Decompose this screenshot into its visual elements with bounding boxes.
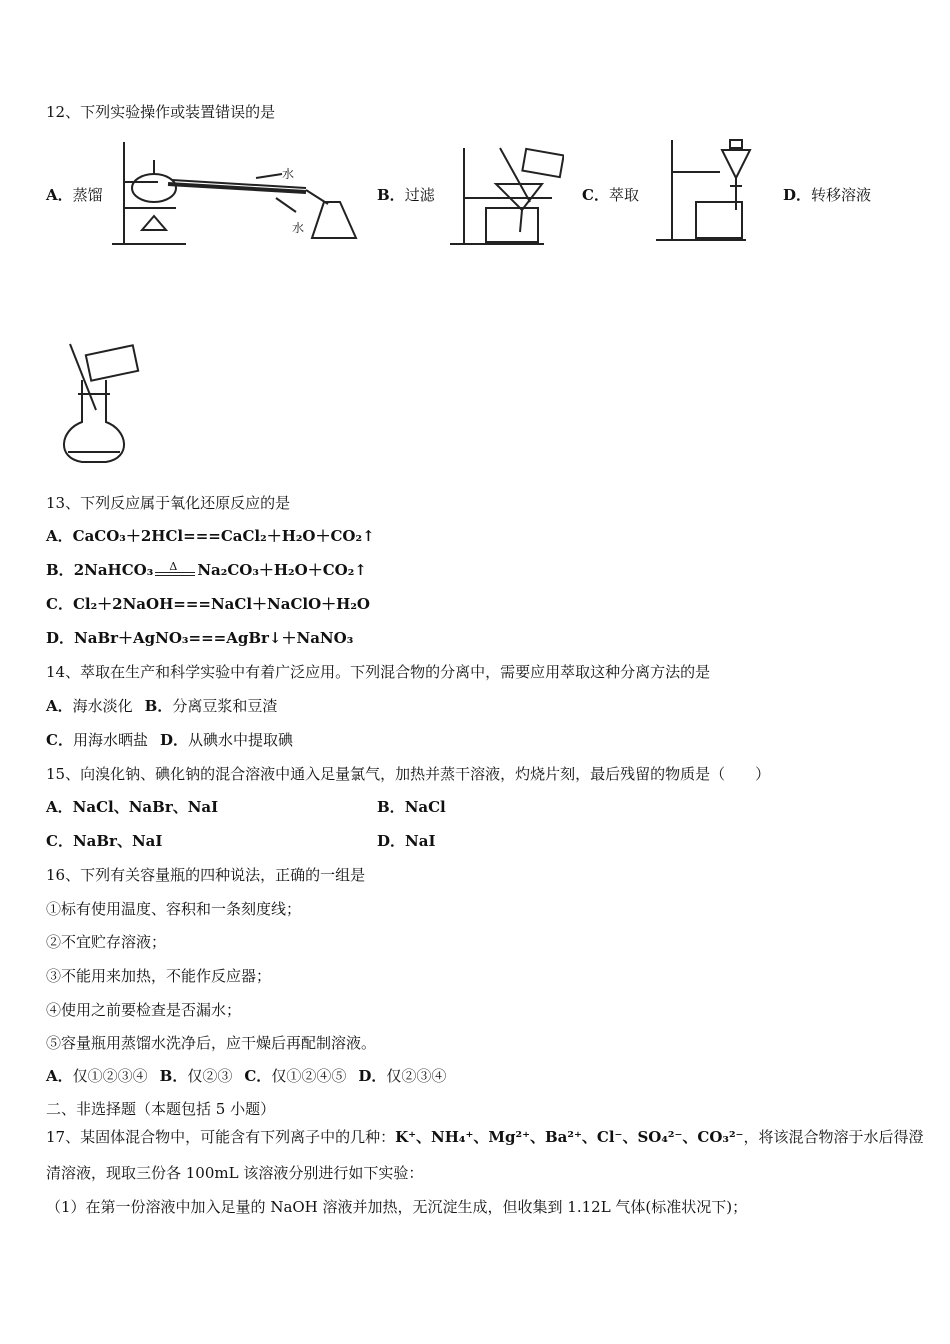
option-label: C． xyxy=(46,595,73,613)
option-text: 蒸馏 xyxy=(72,186,103,204)
q13-stem: 13、下列反应属于氧化还原反应的是 xyxy=(46,494,291,512)
q15-option-a[interactable]: A．NaCl、NaBr、NaI xyxy=(46,798,219,816)
q16-option-a[interactable]: A．仅①②③④ xyxy=(46,1067,148,1085)
q13-option-c[interactable] xyxy=(46,594,370,614)
q17-part-1: （1）在第一份溶液中加入足量的 NaOH 溶液并加热，无沉淀生成，但收集到 1.12L 气体(标准状况下)； xyxy=(46,1198,748,1216)
q16-options-row xyxy=(46,1066,446,1086)
q17-ion-list: K⁺、NH₄⁺、Mg²⁺、Ba²⁺、Cl⁻、SO₄²⁻、CO₃²⁻ xyxy=(395,1128,744,1146)
q12-stem: 12、下列实验操作或装置错误的是 xyxy=(46,103,276,121)
option-label: D． xyxy=(46,629,75,647)
option-label: B． xyxy=(46,561,74,579)
q14-options-row-2 xyxy=(46,730,293,750)
q14-option-c[interactable]: C．用海水晒盐 xyxy=(46,731,148,749)
q12-option-c[interactable] xyxy=(582,185,639,205)
q15-option-b[interactable]: B．NaCl xyxy=(377,798,446,816)
option-text-right: Na₂CO₃＋H₂O＋CO₂↑ xyxy=(197,561,367,579)
option-text: 萃取 xyxy=(608,186,639,204)
q16-statement: ④使用之前要检查是否漏水； xyxy=(46,1001,242,1019)
q16-statement: ⑤容量瓶用蒸馏水洗净后，应干燥后再配制溶液。 xyxy=(46,1034,377,1052)
q17-stem-line-2: 清溶液，现取三份各 100mL 该溶液分别进行如下实验： xyxy=(46,1164,424,1182)
q14-option-d[interactable]: D．从碘水中提取碘 xyxy=(159,731,293,749)
q15-stem: 15、向溴化钠、碘化钠的混合溶液中通入足量氯气，加热并蒸干溶液，灼烧片刻，最后残留的物质是（ ） xyxy=(46,765,771,783)
q12-option-b[interactable] xyxy=(377,185,435,205)
q16-statement: ③不能用来加热，不能作反应器； xyxy=(46,967,272,985)
q13-option-b[interactable] xyxy=(46,560,367,581)
option-label: B． xyxy=(377,186,405,204)
q16-statement: ①标有使用温度、容积和一条刻度线； xyxy=(46,900,302,918)
water-out-label: 水 xyxy=(282,167,295,181)
q16-stem: 16、下列有关容量瓶的四种说法，正确的一组是 xyxy=(46,866,366,884)
distillation-apparatus-figure xyxy=(106,140,358,250)
q14-option-b[interactable]: B．分离豆浆和豆渣 xyxy=(144,697,278,715)
option-text: 过滤 xyxy=(404,186,435,204)
heating-condition-sign xyxy=(153,561,197,581)
option-label: D． xyxy=(783,186,812,204)
section-heading: 二、非选择题（本题包括 5 小题） xyxy=(46,1100,276,1118)
delta-icon: Δ xyxy=(169,560,178,573)
option-label: A． xyxy=(46,186,73,204)
option-text: Cl₂＋2NaOH===NaCl＋NaClO＋H₂O xyxy=(72,595,370,613)
option-label: C． xyxy=(582,186,609,204)
separatory-funnel-figure xyxy=(650,136,760,244)
q16-option-d[interactable]: D．仅②③④ xyxy=(358,1067,447,1085)
filtration-apparatus-figure xyxy=(444,144,564,248)
q14-options-row-1 xyxy=(46,696,277,716)
q17-stem-line-1: 17、某固体混合物中，可能含有下列离子中的几种：K⁺、NH₄⁺、Mg²⁺、Ba²⁺、Cl⁻、SO₄²⁻、CO₃²⁻，将该混合物溶于水后得澄 xyxy=(46,1128,924,1146)
q13-option-a[interactable] xyxy=(46,526,375,546)
option-text: NaBr＋AgNO₃===AgBr↓＋NaNO₃ xyxy=(74,629,354,647)
q13-option-d[interactable] xyxy=(46,628,353,648)
q16-option-c[interactable]: C．仅①②④⑤ xyxy=(244,1067,347,1085)
q16-statement: ②不宜贮存溶液； xyxy=(46,933,167,951)
q15-option-d[interactable]: D．NaI xyxy=(377,832,436,850)
option-label: A． xyxy=(46,527,73,545)
q14-option-a[interactable]: A．海水淡化 xyxy=(46,697,133,715)
q14-stem: 14、萃取在生产和科学实验中有着广泛应用。下列混合物的分离中，需要应用萃取这种分离方法的是 xyxy=(46,663,711,681)
q15-option-c[interactable]: C．NaBr、NaI xyxy=(46,832,163,850)
water-in-label: 水 xyxy=(292,221,305,235)
q12-option-d[interactable] xyxy=(783,185,871,205)
option-text: CaCO₃＋2HCl===CaCl₂＋H₂O＋CO₂↑ xyxy=(72,527,375,545)
q12-option-a[interactable] xyxy=(46,185,103,205)
option-text-left: 2NaHCO₃ xyxy=(73,561,154,579)
q16-option-b[interactable]: B．仅②③ xyxy=(159,1067,233,1085)
volumetric-flask-figure xyxy=(54,340,144,466)
option-text: 转移溶液 xyxy=(811,186,872,204)
